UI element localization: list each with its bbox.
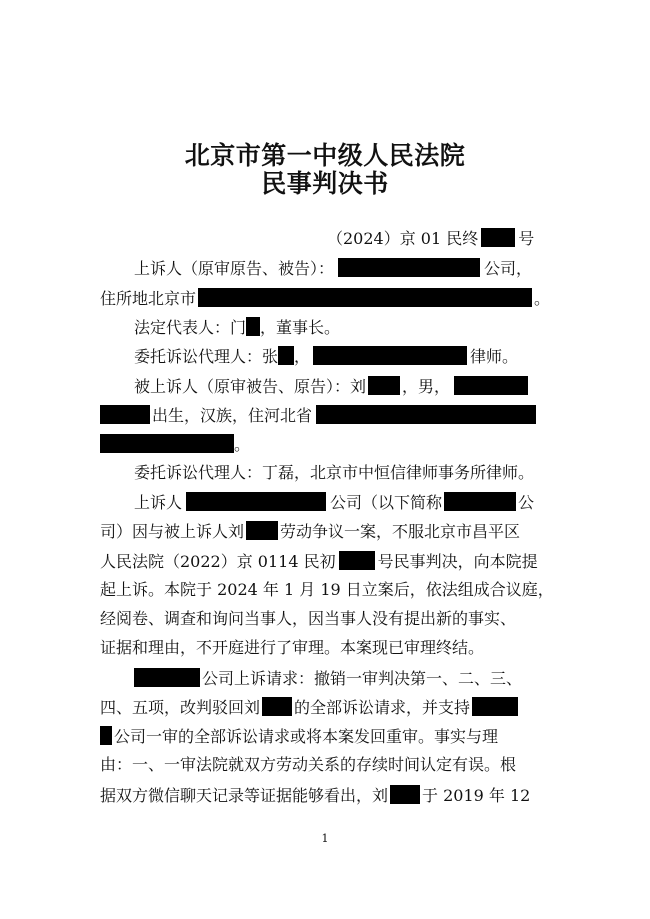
line-text: 于 2019 年 12 bbox=[422, 786, 531, 805]
line-text: 公司（以下简称 bbox=[330, 493, 443, 512]
text-line bbox=[100, 697, 518, 717]
line-text: 委托诉讼代理人：丁磊，北京市中恒信律师事务所律师。 bbox=[134, 463, 535, 482]
document-type-title: 民事判决书 bbox=[261, 169, 389, 198]
text-line bbox=[134, 492, 534, 512]
text-line bbox=[100, 726, 498, 746]
text-line bbox=[134, 668, 522, 688]
line-text: 委托诉讼代理人：张 bbox=[134, 347, 279, 366]
text-line bbox=[100, 580, 554, 600]
redaction-box bbox=[100, 405, 150, 424]
line-text: 。 bbox=[234, 435, 251, 454]
redaction-box bbox=[338, 258, 480, 277]
line-text: ，男， bbox=[402, 377, 451, 396]
case-number-prefix: （2024）京 01 民终 bbox=[327, 229, 479, 248]
line-text: 司）因与被上诉人刘 bbox=[100, 522, 245, 541]
redaction-box bbox=[198, 288, 532, 307]
redaction-box bbox=[262, 697, 292, 716]
redaction-box bbox=[246, 521, 278, 540]
redaction-box bbox=[444, 492, 516, 511]
text-line bbox=[134, 376, 528, 396]
line-text: 被上诉人（原审被告、原告）：刘 bbox=[134, 377, 367, 396]
text-line bbox=[100, 755, 516, 775]
text-line bbox=[134, 258, 532, 278]
redaction-box bbox=[481, 228, 515, 247]
line-text: 公司一审的全部诉讼请求或将本案发回重审。事实与理 bbox=[114, 727, 499, 746]
text-line bbox=[100, 785, 530, 805]
line-text: 劳动争议一案，不服北京市昌平区 bbox=[280, 522, 521, 541]
redaction-box bbox=[134, 668, 200, 687]
text-line bbox=[100, 434, 250, 454]
line-text: 公 bbox=[518, 493, 535, 512]
line-text: 法定代表人：门 bbox=[134, 318, 247, 337]
redaction-box bbox=[316, 405, 536, 424]
line-text: ， bbox=[294, 347, 311, 366]
text-line bbox=[134, 463, 534, 483]
line-text: 上诉人（原审原告、被告）： bbox=[134, 259, 335, 278]
text-line bbox=[100, 551, 538, 571]
redaction-box bbox=[454, 376, 528, 395]
line-text: 。 bbox=[534, 289, 551, 308]
text-line bbox=[100, 405, 536, 425]
line-text: 据双方微信聊天记录等证据能够看出，刘 bbox=[100, 786, 389, 805]
line-text: 律师。 bbox=[470, 347, 519, 366]
redaction-box bbox=[246, 317, 260, 336]
text-line bbox=[100, 521, 520, 541]
line-text: 出生，汉族，住河北省 bbox=[152, 406, 313, 425]
line-text: 经阅卷、调查和询问当事人，因当事人没有提出新的事实、 bbox=[100, 609, 517, 628]
redaction-box bbox=[368, 376, 400, 395]
text-line bbox=[100, 638, 484, 658]
text-line bbox=[100, 288, 550, 308]
redaction-box bbox=[278, 346, 294, 365]
redaction-box bbox=[186, 492, 326, 511]
line-text: 的全部诉讼请求，并支持 bbox=[294, 698, 471, 717]
page-number: 1 bbox=[321, 832, 329, 845]
court-title: 北京市第一中级人民法院 bbox=[184, 141, 466, 170]
line-text: 公司上诉请求：撤销一审判决第一、二、三、 bbox=[202, 669, 523, 688]
case-number-suffix: 号 bbox=[518, 229, 535, 248]
line-text: 号民事判决，向本院提 bbox=[377, 552, 538, 571]
text-line bbox=[134, 346, 518, 366]
line-text: 四、五项，改判驳回刘 bbox=[100, 698, 261, 717]
case-number bbox=[327, 228, 534, 249]
line-text: 证据和理由，不开庭进行了审理。本案现已审理终结。 bbox=[100, 638, 485, 657]
line-text: ，董事长。 bbox=[260, 318, 341, 337]
redaction-box bbox=[390, 785, 420, 804]
line-text: 人民法院（2022）京 0114 民初 bbox=[100, 552, 336, 571]
redaction-box bbox=[472, 697, 518, 716]
line-text: 公司， bbox=[484, 259, 533, 278]
redaction-box bbox=[339, 551, 375, 570]
text-line bbox=[134, 317, 340, 337]
redaction-box bbox=[313, 346, 467, 365]
line-text: 上诉人 bbox=[134, 493, 183, 512]
line-text: 由：一、一审法院就双方劳动关系的存续时间认定有误。根 bbox=[100, 755, 517, 774]
line-text: 住所地北京市 bbox=[100, 289, 197, 308]
line-text: 起上诉。本院于 2024 年 1 月 19 日立案后，依法组成合议庭， bbox=[100, 580, 554, 599]
text-line bbox=[100, 609, 516, 629]
redaction-box bbox=[100, 726, 112, 745]
redaction-box bbox=[100, 434, 234, 453]
